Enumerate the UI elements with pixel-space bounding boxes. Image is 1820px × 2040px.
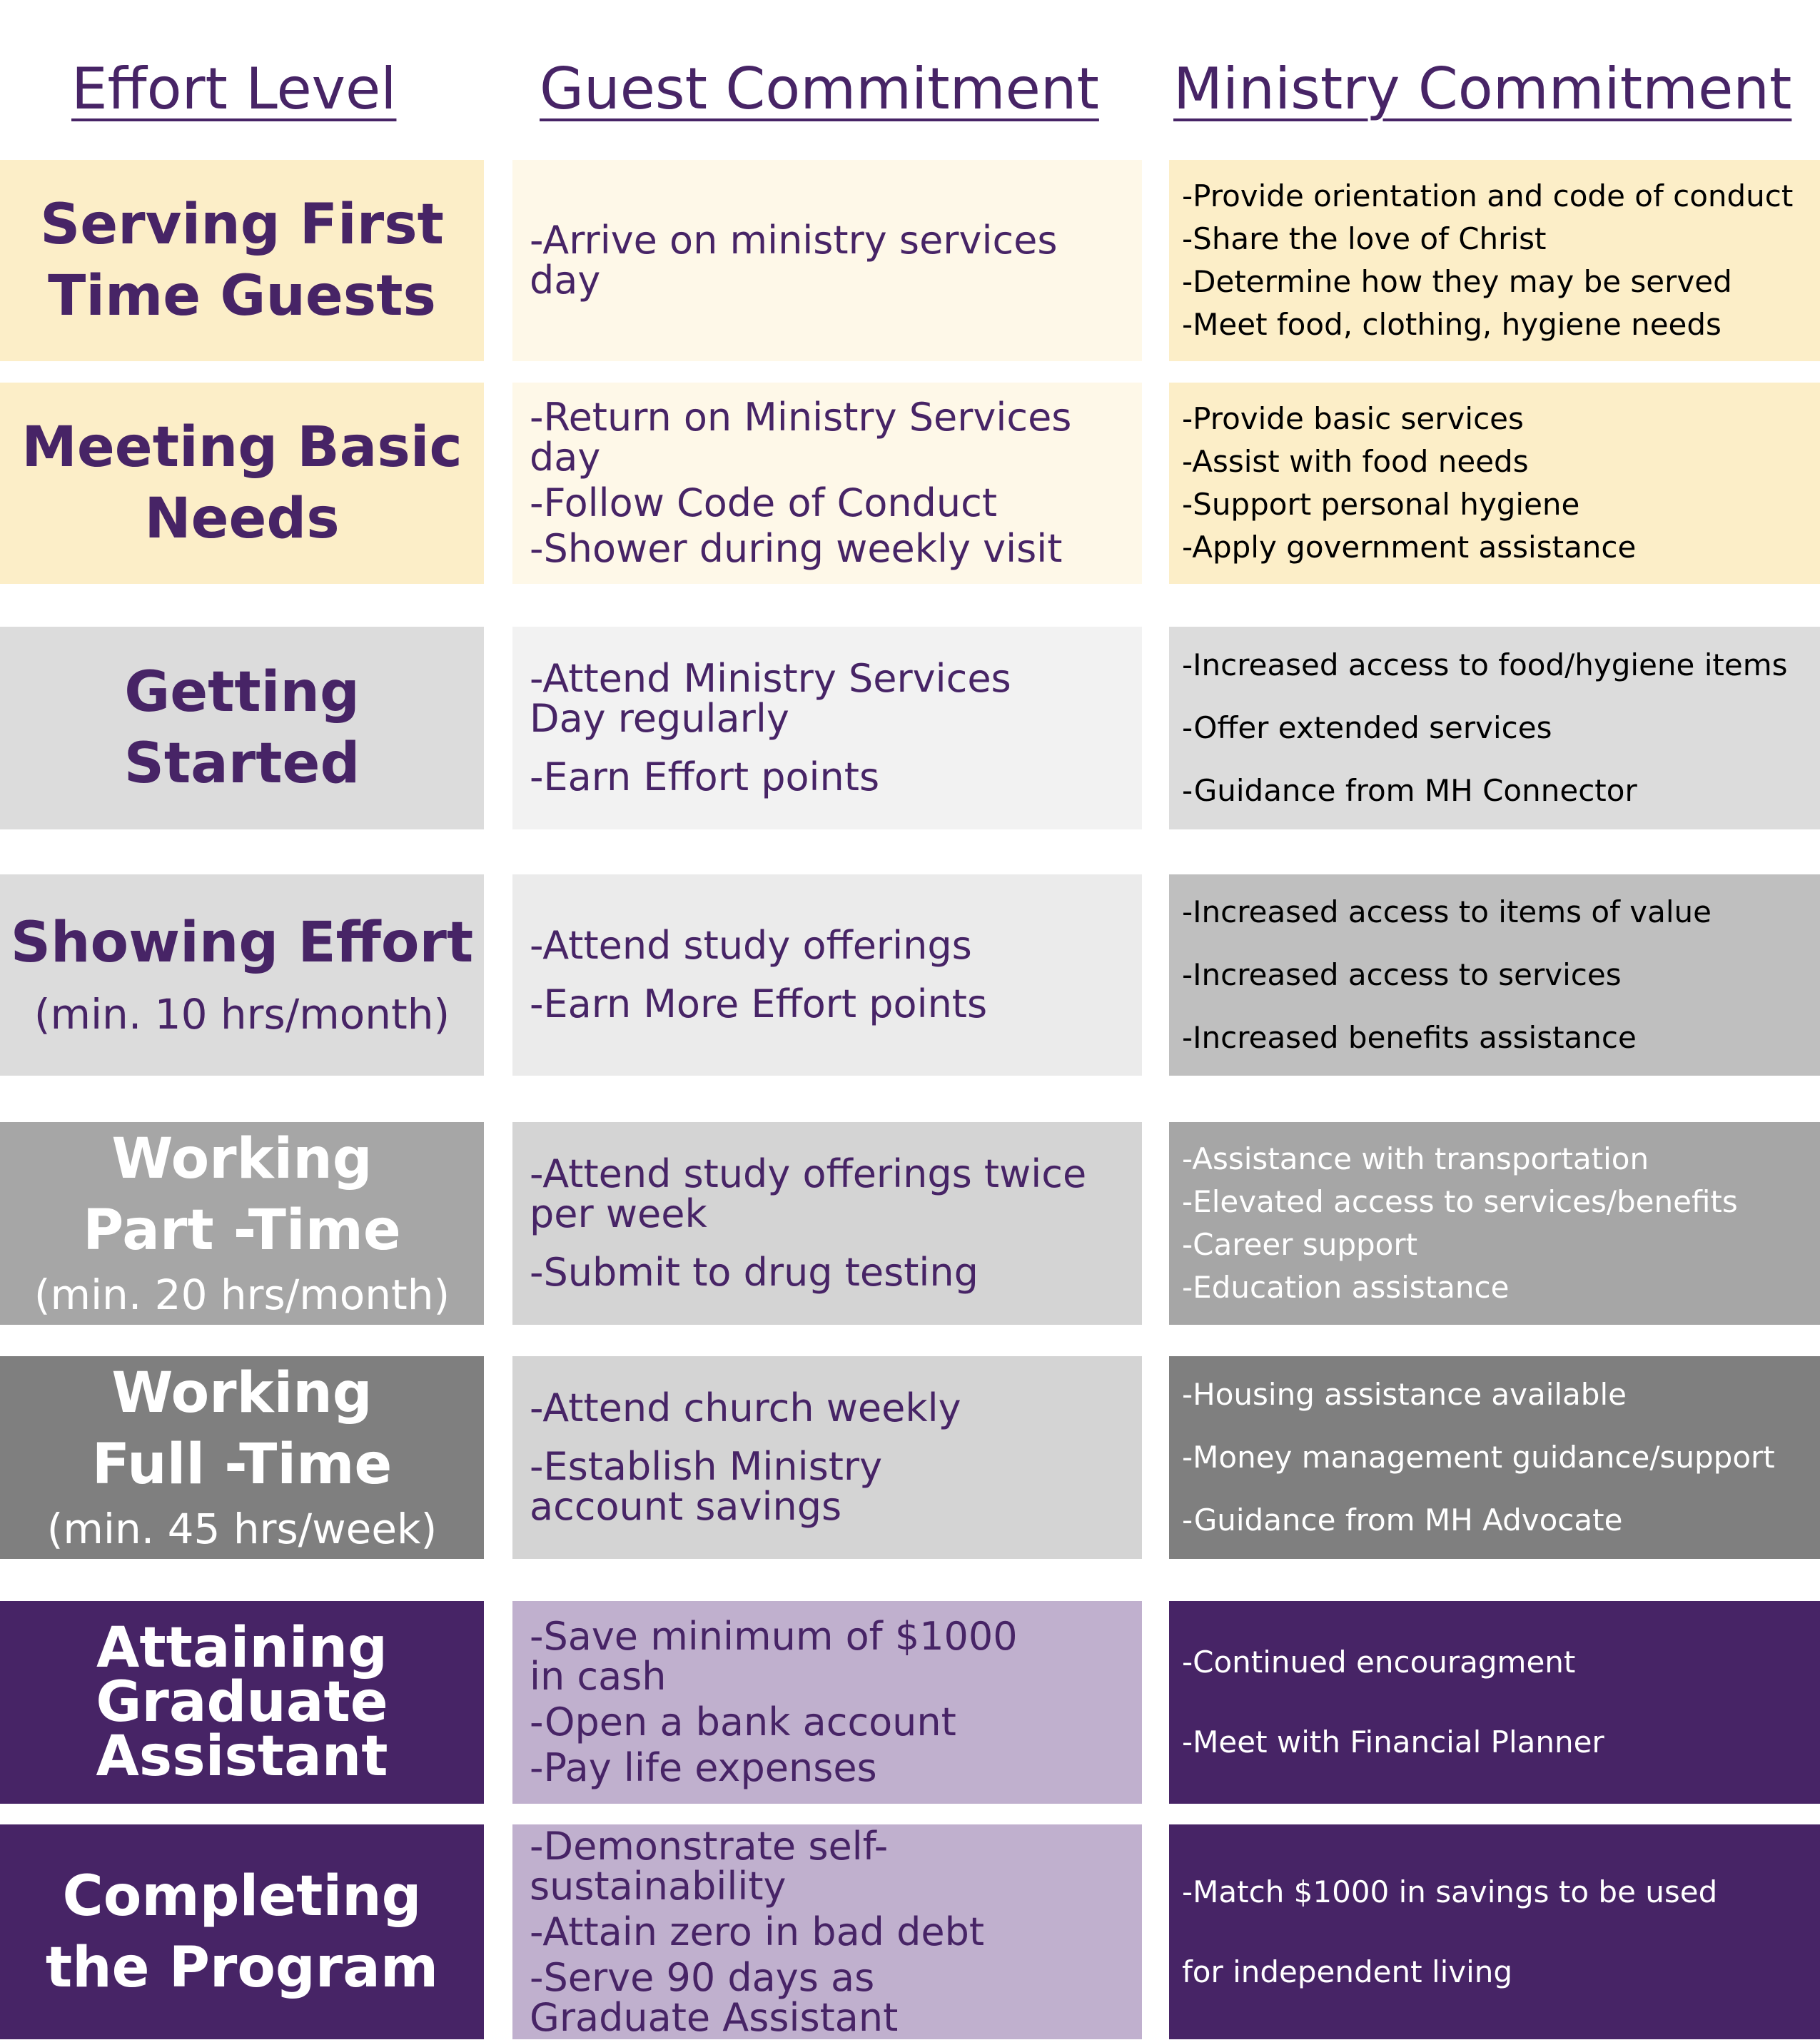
ministry-commitment-item: -Support personal hygiene [1182,487,1580,522]
guest-commitment-cell [512,383,1142,584]
guest-commitment-cell [512,1122,1142,1325]
ministry-commitment-item: -Career support [1182,1227,1418,1262]
guest-commitment-item: -Establish Ministry account savings [530,1444,883,1529]
ministry-commitment-cell [1169,874,1820,1076]
effort-level-title: Meeting Basic Needs [21,415,462,551]
effort-level-title: Serving First Time Guests [40,193,444,328]
effort-level-title: Working Part -Time [83,1127,401,1263]
guest-commitment-item: -Attend study offerings [530,923,972,968]
effort-level-title: Attaining Graduate Assistant [96,1616,388,1789]
ministry-commitment-cell [1169,383,1820,584]
effort-level-cell [0,874,484,1076]
ministry-commitment-item: -Housing assistance available [1182,1377,1627,1412]
effort-level-requirement: (min. 20 hrs/month) [34,1271,450,1319]
guest-commitment-item: -Earn Effort points [530,754,880,799]
guest-commitment-item: -Attend Ministry Services Day regularly [530,656,1011,741]
ministry-commitment-item: -Increased access to items of value [1182,894,1712,929]
ministry-commitment-item: -Assist with food needs [1182,444,1529,479]
ministry-commitment-cell [1169,1601,1820,1804]
header-guest-commitment: Guest Commitment [540,56,1099,122]
ministry-commitment-item: -Guidance from MH Advocate [1182,1503,1623,1537]
ministry-commitment-item: -Education assistance [1182,1270,1510,1305]
ministry-commitment-cell [1169,1122,1820,1325]
ministry-commitment-cell [1169,1356,1820,1559]
guest-commitment-item: -Attain zero in bad debt [530,1909,985,1954]
guest-commitment-item: -Attend study offerings twice per week [530,1151,1087,1236]
effort-level-cell [0,383,484,584]
guest-commitment-item: -Serve 90 days as Graduate Assistant [530,1954,899,2040]
guest-commitment-cell [512,1824,1142,2039]
effort-level-cell [0,1824,484,2039]
ministry-commitment-item: -Provide orientation and code of conduct [1182,178,1794,213]
guest-commitment-item: -Open a bank account [530,1700,956,1744]
ministry-commitment-item: -Continued encouragment [1182,1645,1576,1680]
effort-level-cell [0,1601,484,1804]
guest-commitment-cell [512,874,1142,1076]
header-ministry-commitment: Ministry Commitment [1173,56,1792,122]
ministry-commitment-item: -Provide basic services [1182,401,1524,436]
guest-commitment-item: -Arrive on ministry services day [530,218,1058,303]
ministry-commitment-item: -Assistance with transportation [1182,1141,1649,1176]
effort-level-title: Completing the Program [45,1864,439,2000]
ministry-commitment-item: -Increased access to food/hygiene items [1182,647,1788,682]
guest-commitment-cell [512,160,1142,361]
guest-commitment-item: -Earn More Effort points [530,981,988,1026]
ministry-commitment-item: -Meet food, clothing, hygiene needs [1182,307,1722,342]
ministry-commitment-item: -Money management guidance/support [1182,1440,1775,1475]
ministry-commitment-item: -Meet with Financial Planner [1182,1725,1604,1759]
effort-level-cell [0,1122,484,1325]
guest-commitment-item: -Return on Ministry Services day [530,395,1072,480]
guest-commitment-item: -Shower during weekly visit [530,526,1063,571]
guest-commitment-item: -Attend church weekly [530,1385,961,1430]
guest-commitment-item: -Save minimum of $1000 in cash [530,1614,1018,1699]
ministry-commitment-item: -Determine how they may be served [1182,264,1732,299]
ministry-commitment-item: -Increased benefits assistance [1182,1020,1637,1055]
ministry-commitment-item: -Offer extended services [1182,710,1552,745]
effort-level-title: Showing Effort [10,911,474,975]
ministry-commitment-cell [1169,1824,1820,2039]
guest-commitment-item: -Follow Code of Conduct [530,480,997,525]
effort-level-title: Getting Started [123,660,360,796]
header-effort-level: Effort Level [71,56,397,122]
guest-commitment-cell [512,1601,1142,1804]
ministry-commitment-cell [1169,627,1820,829]
effort-level-cell [0,1356,484,1559]
guest-commitment-item: -Submit to drug testing [530,1250,979,1295]
effort-level-requirement: (min. 10 hrs/month) [34,990,450,1039]
effort-level-cell [0,160,484,361]
guest-commitment-cell [512,1356,1142,1559]
ministry-commitment-item: -Elevated access to services/benefits [1182,1184,1738,1219]
ministry-commitment-item: -Match $1000 in savings to be used [1182,1874,1718,1909]
effort-level-requirement: (min. 45 hrs/week) [46,1505,438,1553]
ministry-commitment-item: -Increased access to services [1182,957,1622,992]
guest-commitment-item: -Demonstrate self-sustainability [530,1823,889,1909]
ministry-commitment-cell [1169,160,1820,361]
guest-commitment-cell [512,627,1142,829]
effort-level-title: Working Full -Time [91,1361,393,1497]
ministry-commitment-item: -Guidance from MH Connector [1182,773,1637,808]
effort-level-cell [0,627,484,829]
guest-commitment-item: -Pay life expenses [530,1745,877,1790]
ministry-commitment-item: -Apply government assistance [1182,530,1637,565]
ministry-commitment-item: -Share the love of Christ [1182,221,1547,256]
ministry-commitment-item: for independent living [1182,1954,1513,1989]
